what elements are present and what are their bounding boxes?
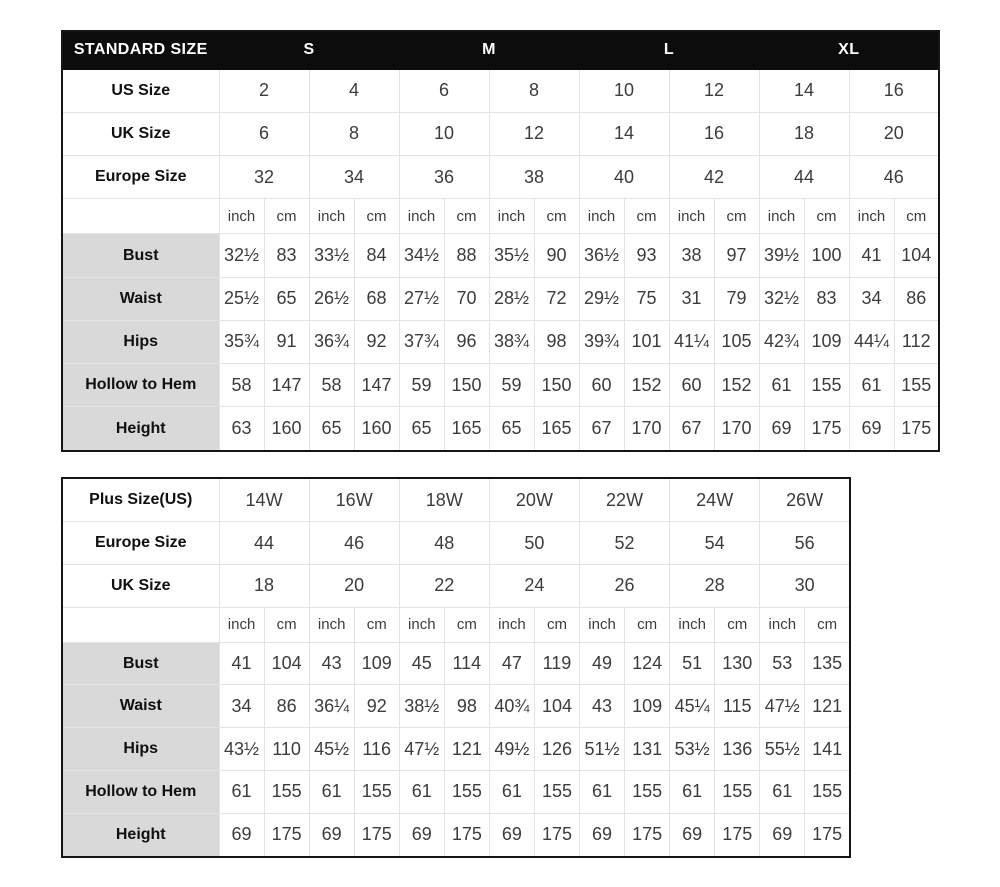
- measure-value: 70: [444, 277, 489, 320]
- measure-value: 109: [354, 642, 399, 685]
- measure-value: 65: [264, 277, 309, 320]
- measure-value: 49½: [489, 728, 534, 771]
- measure-value: 34: [849, 277, 894, 320]
- measure-value: 34½: [399, 234, 444, 277]
- measure-value: 155: [534, 770, 579, 813]
- cm-unit-label: cm: [354, 199, 399, 234]
- measure-value: 69: [309, 813, 354, 857]
- row-label: US Size: [62, 69, 219, 112]
- size-value: 42: [669, 155, 759, 198]
- measure-value: 175: [534, 813, 579, 857]
- row-label: Waist: [62, 685, 219, 728]
- size-value: 34: [309, 155, 399, 198]
- row-label: Waist: [62, 277, 219, 320]
- measure-value: 61: [670, 770, 715, 813]
- size-value: 32: [219, 155, 309, 198]
- measure-value: 92: [354, 320, 399, 363]
- measure-value: 39½: [759, 234, 804, 277]
- measure-value: 83: [264, 234, 309, 277]
- size-value: 8: [489, 69, 579, 112]
- cm-unit-label: cm: [625, 607, 670, 642]
- measure-value: 91: [264, 320, 309, 363]
- measure-value: 175: [804, 407, 849, 451]
- row-label: Plus Size(US): [62, 478, 219, 522]
- measure-value: 33½: [309, 234, 354, 277]
- measure-value: 152: [624, 364, 669, 407]
- size-value: 40: [579, 155, 669, 198]
- inch-unit-label: inch: [670, 607, 715, 642]
- measure-value: 155: [354, 770, 399, 813]
- measure-value: 58: [219, 364, 264, 407]
- measure-value: 104: [894, 234, 939, 277]
- inch-unit-label: inch: [669, 199, 714, 234]
- inch-unit-label: inch: [579, 199, 624, 234]
- measure-value: 72: [534, 277, 579, 320]
- measure-value: 104: [264, 642, 309, 685]
- measure-value: 155: [715, 770, 760, 813]
- measure-value: 32½: [759, 277, 804, 320]
- size-value: 20W: [489, 478, 579, 522]
- measure-value: 155: [894, 364, 939, 407]
- size-value: 16: [669, 112, 759, 155]
- measure-value: 69: [399, 813, 444, 857]
- measure-value: 36¼: [309, 685, 354, 728]
- size-value: 54: [670, 522, 760, 565]
- measure-value: 175: [264, 813, 309, 857]
- row-label: Hollow to Hem: [62, 364, 219, 407]
- measure-value: 175: [894, 407, 939, 451]
- cm-unit-label: cm: [264, 199, 309, 234]
- size-value: 14: [759, 69, 849, 112]
- size-value: 24: [489, 564, 579, 607]
- unit-row-spacer: [62, 199, 219, 234]
- measure-value: 90: [534, 234, 579, 277]
- size-value: 16W: [309, 478, 399, 522]
- measure-value: 88: [444, 234, 489, 277]
- row-label: Europe Size: [62, 155, 219, 198]
- measure-value: 26½: [309, 277, 354, 320]
- measure-value: 152: [714, 364, 759, 407]
- cm-unit-label: cm: [804, 199, 849, 234]
- measure-value: 155: [805, 770, 850, 813]
- measure-value: 41¼: [669, 320, 714, 363]
- measure-value: 175: [625, 813, 670, 857]
- size-value: 18: [219, 564, 309, 607]
- measure-value: 150: [444, 364, 489, 407]
- measure-value: 63: [219, 407, 264, 451]
- row-label: Bust: [62, 642, 219, 685]
- measure-value: 100: [804, 234, 849, 277]
- measure-value: 131: [625, 728, 670, 771]
- measure-value: 28½: [489, 277, 534, 320]
- row-label: UK Size: [62, 112, 219, 155]
- measure-value: 175: [444, 813, 489, 857]
- measure-value: 65: [309, 407, 354, 451]
- size-value: 22W: [580, 478, 670, 522]
- measure-value: 61: [399, 770, 444, 813]
- row-label: Hips: [62, 728, 219, 771]
- measure-value: 121: [805, 685, 850, 728]
- size-value: 12: [489, 112, 579, 155]
- measure-value: 67: [579, 407, 624, 451]
- size-value: 38: [489, 155, 579, 198]
- measure-value: 39¾: [579, 320, 624, 363]
- measure-value: 126: [534, 728, 579, 771]
- size-value: 22: [399, 564, 489, 607]
- size-value: 26: [580, 564, 670, 607]
- measure-value: 42¾: [759, 320, 804, 363]
- measure-value: 79: [714, 277, 759, 320]
- measure-value: 69: [759, 407, 804, 451]
- row-label: Height: [62, 407, 219, 451]
- inch-unit-label: inch: [219, 607, 264, 642]
- size-group-header: XL: [759, 31, 939, 69]
- measure-value: 69: [580, 813, 625, 857]
- size-value: 20: [309, 564, 399, 607]
- measure-value: 34: [219, 685, 264, 728]
- cm-unit-label: cm: [354, 607, 399, 642]
- measure-value: 43½: [219, 728, 264, 771]
- measure-value: 105: [714, 320, 759, 363]
- row-label: Europe Size: [62, 522, 219, 565]
- cm-unit-label: cm: [715, 607, 760, 642]
- size-value: 52: [580, 522, 670, 565]
- inch-unit-label: inch: [849, 199, 894, 234]
- inch-unit-label: inch: [309, 199, 354, 234]
- measure-value: 61: [309, 770, 354, 813]
- size-value: 44: [759, 155, 849, 198]
- measure-value: 160: [264, 407, 309, 451]
- size-value: 50: [489, 522, 579, 565]
- cm-unit-label: cm: [805, 607, 850, 642]
- size-value: 48: [399, 522, 489, 565]
- measure-value: 60: [669, 364, 714, 407]
- measure-value: 45: [399, 642, 444, 685]
- measure-value: 55½: [760, 728, 805, 771]
- measure-value: 175: [715, 813, 760, 857]
- measure-value: 155: [804, 364, 849, 407]
- cm-unit-label: cm: [624, 199, 669, 234]
- size-value: 6: [219, 112, 309, 155]
- measure-value: 136: [715, 728, 760, 771]
- size-value: 30: [760, 564, 850, 607]
- measure-value: 98: [444, 685, 489, 728]
- measure-value: 35½: [489, 234, 534, 277]
- size-group-header: L: [579, 31, 759, 69]
- standard-size-table: [61, 30, 940, 452]
- measure-value: 114: [444, 642, 489, 685]
- size-value: 12: [669, 69, 759, 112]
- plus-size-table: [61, 477, 851, 858]
- measure-value: 155: [444, 770, 489, 813]
- measure-value: 116: [354, 728, 399, 771]
- measure-value: 49: [580, 642, 625, 685]
- measure-value: 119: [534, 642, 579, 685]
- size-value: 8: [309, 112, 399, 155]
- measure-value: 38: [669, 234, 714, 277]
- measure-value: 86: [264, 685, 309, 728]
- measure-value: 121: [444, 728, 489, 771]
- size-group-header: S: [219, 31, 399, 69]
- measure-value: 112: [894, 320, 939, 363]
- measure-value: 101: [624, 320, 669, 363]
- measure-value: 175: [354, 813, 399, 857]
- measure-value: 68: [354, 277, 399, 320]
- inch-unit-label: inch: [759, 199, 804, 234]
- measure-value: 36¾: [309, 320, 354, 363]
- measure-value: 130: [715, 642, 760, 685]
- measure-value: 84: [354, 234, 399, 277]
- size-value: 10: [399, 112, 489, 155]
- row-label: UK Size: [62, 564, 219, 607]
- measure-value: 32½: [219, 234, 264, 277]
- measure-value: 150: [534, 364, 579, 407]
- size-value: 20: [849, 112, 939, 155]
- size-value: 18: [759, 112, 849, 155]
- measure-value: 27½: [399, 277, 444, 320]
- measure-value: 86: [894, 277, 939, 320]
- measure-value: 115: [715, 685, 760, 728]
- cm-unit-label: cm: [894, 199, 939, 234]
- inch-unit-label: inch: [399, 199, 444, 234]
- measure-value: 97: [714, 234, 759, 277]
- cm-unit-label: cm: [444, 199, 489, 234]
- measure-value: 69: [849, 407, 894, 451]
- measure-value: 155: [625, 770, 670, 813]
- inch-unit-label: inch: [219, 199, 264, 234]
- row-label: Height: [62, 813, 219, 857]
- row-label: Hollow to Hem: [62, 770, 219, 813]
- measure-value: 44¼: [849, 320, 894, 363]
- size-value: 6: [399, 69, 489, 112]
- measure-value: 175: [805, 813, 850, 857]
- cm-unit-label: cm: [714, 199, 759, 234]
- measure-value: 165: [444, 407, 489, 451]
- measure-value: 60: [579, 364, 624, 407]
- measure-value: 75: [624, 277, 669, 320]
- inch-unit-label: inch: [489, 607, 534, 642]
- size-value: 26W: [760, 478, 850, 522]
- measure-value: 147: [354, 364, 399, 407]
- size-value: 46: [849, 155, 939, 198]
- size-value: 2: [219, 69, 309, 112]
- size-value: 56: [760, 522, 850, 565]
- measure-value: 36½: [579, 234, 624, 277]
- measure-value: 31: [669, 277, 714, 320]
- size-value: 18W: [399, 478, 489, 522]
- measure-value: 38½: [399, 685, 444, 728]
- size-value: 16: [849, 69, 939, 112]
- measure-value: 43: [580, 685, 625, 728]
- measure-value: 104: [534, 685, 579, 728]
- measure-value: 47½: [760, 685, 805, 728]
- size-value: 14W: [219, 478, 309, 522]
- size-value: 28: [670, 564, 760, 607]
- size-value: 44: [219, 522, 309, 565]
- cm-unit-label: cm: [444, 607, 489, 642]
- measure-value: 98: [534, 320, 579, 363]
- measure-value: 29½: [579, 277, 624, 320]
- row-label: Bust: [62, 234, 219, 277]
- measure-value: 53½: [670, 728, 715, 771]
- measure-value: 109: [625, 685, 670, 728]
- measure-value: 170: [624, 407, 669, 451]
- measure-value: 155: [264, 770, 309, 813]
- table-title: STANDARD SIZE: [62, 31, 219, 69]
- measure-value: 83: [804, 277, 849, 320]
- measure-value: 92: [354, 685, 399, 728]
- measure-value: 51½: [580, 728, 625, 771]
- measure-value: 69: [489, 813, 534, 857]
- measure-value: 53: [760, 642, 805, 685]
- inch-unit-label: inch: [489, 199, 534, 234]
- measure-value: 69: [760, 813, 805, 857]
- measure-value: 61: [760, 770, 805, 813]
- measure-value: 61: [849, 364, 894, 407]
- row-label: Hips: [62, 320, 219, 363]
- size-value: 24W: [670, 478, 760, 522]
- measure-value: 47: [489, 642, 534, 685]
- measure-value: 41: [849, 234, 894, 277]
- measure-value: 61: [219, 770, 264, 813]
- measure-value: 109: [804, 320, 849, 363]
- measure-value: 35¾: [219, 320, 264, 363]
- measure-value: 45½: [309, 728, 354, 771]
- cm-unit-label: cm: [534, 199, 579, 234]
- measure-value: 110: [264, 728, 309, 771]
- measure-value: 160: [354, 407, 399, 451]
- measure-value: 38¾: [489, 320, 534, 363]
- measure-value: 141: [805, 728, 850, 771]
- measure-value: 165: [534, 407, 579, 451]
- size-value: 36: [399, 155, 489, 198]
- measure-value: 124: [625, 642, 670, 685]
- measure-value: 51: [670, 642, 715, 685]
- inch-unit-label: inch: [399, 607, 444, 642]
- measure-value: 69: [670, 813, 715, 857]
- measure-value: 96: [444, 320, 489, 363]
- inch-unit-label: inch: [309, 607, 354, 642]
- measure-value: 45¼: [670, 685, 715, 728]
- measure-value: 67: [669, 407, 714, 451]
- size-group-header: M: [399, 31, 579, 69]
- measure-value: 43: [309, 642, 354, 685]
- inch-unit-label: inch: [760, 607, 805, 642]
- measure-value: 59: [489, 364, 534, 407]
- size-value: 10: [579, 69, 669, 112]
- measure-value: 147: [264, 364, 309, 407]
- measure-value: 61: [759, 364, 804, 407]
- measure-value: 61: [489, 770, 534, 813]
- size-value: 4: [309, 69, 399, 112]
- measure-value: 65: [489, 407, 534, 451]
- size-value: 46: [309, 522, 399, 565]
- inch-unit-label: inch: [580, 607, 625, 642]
- measure-value: 65: [399, 407, 444, 451]
- cm-unit-label: cm: [264, 607, 309, 642]
- unit-row-spacer: [62, 607, 219, 642]
- measure-value: 58: [309, 364, 354, 407]
- cm-unit-label: cm: [534, 607, 579, 642]
- measure-value: 170: [714, 407, 759, 451]
- measure-value: 59: [399, 364, 444, 407]
- measure-value: 61: [580, 770, 625, 813]
- measure-value: 135: [805, 642, 850, 685]
- measure-value: 93: [624, 234, 669, 277]
- size-value: 14: [579, 112, 669, 155]
- measure-value: 41: [219, 642, 264, 685]
- measure-value: 25½: [219, 277, 264, 320]
- measure-value: 47½: [399, 728, 444, 771]
- measure-value: 40¾: [489, 685, 534, 728]
- measure-value: 37¾: [399, 320, 444, 363]
- measure-value: 69: [219, 813, 264, 857]
